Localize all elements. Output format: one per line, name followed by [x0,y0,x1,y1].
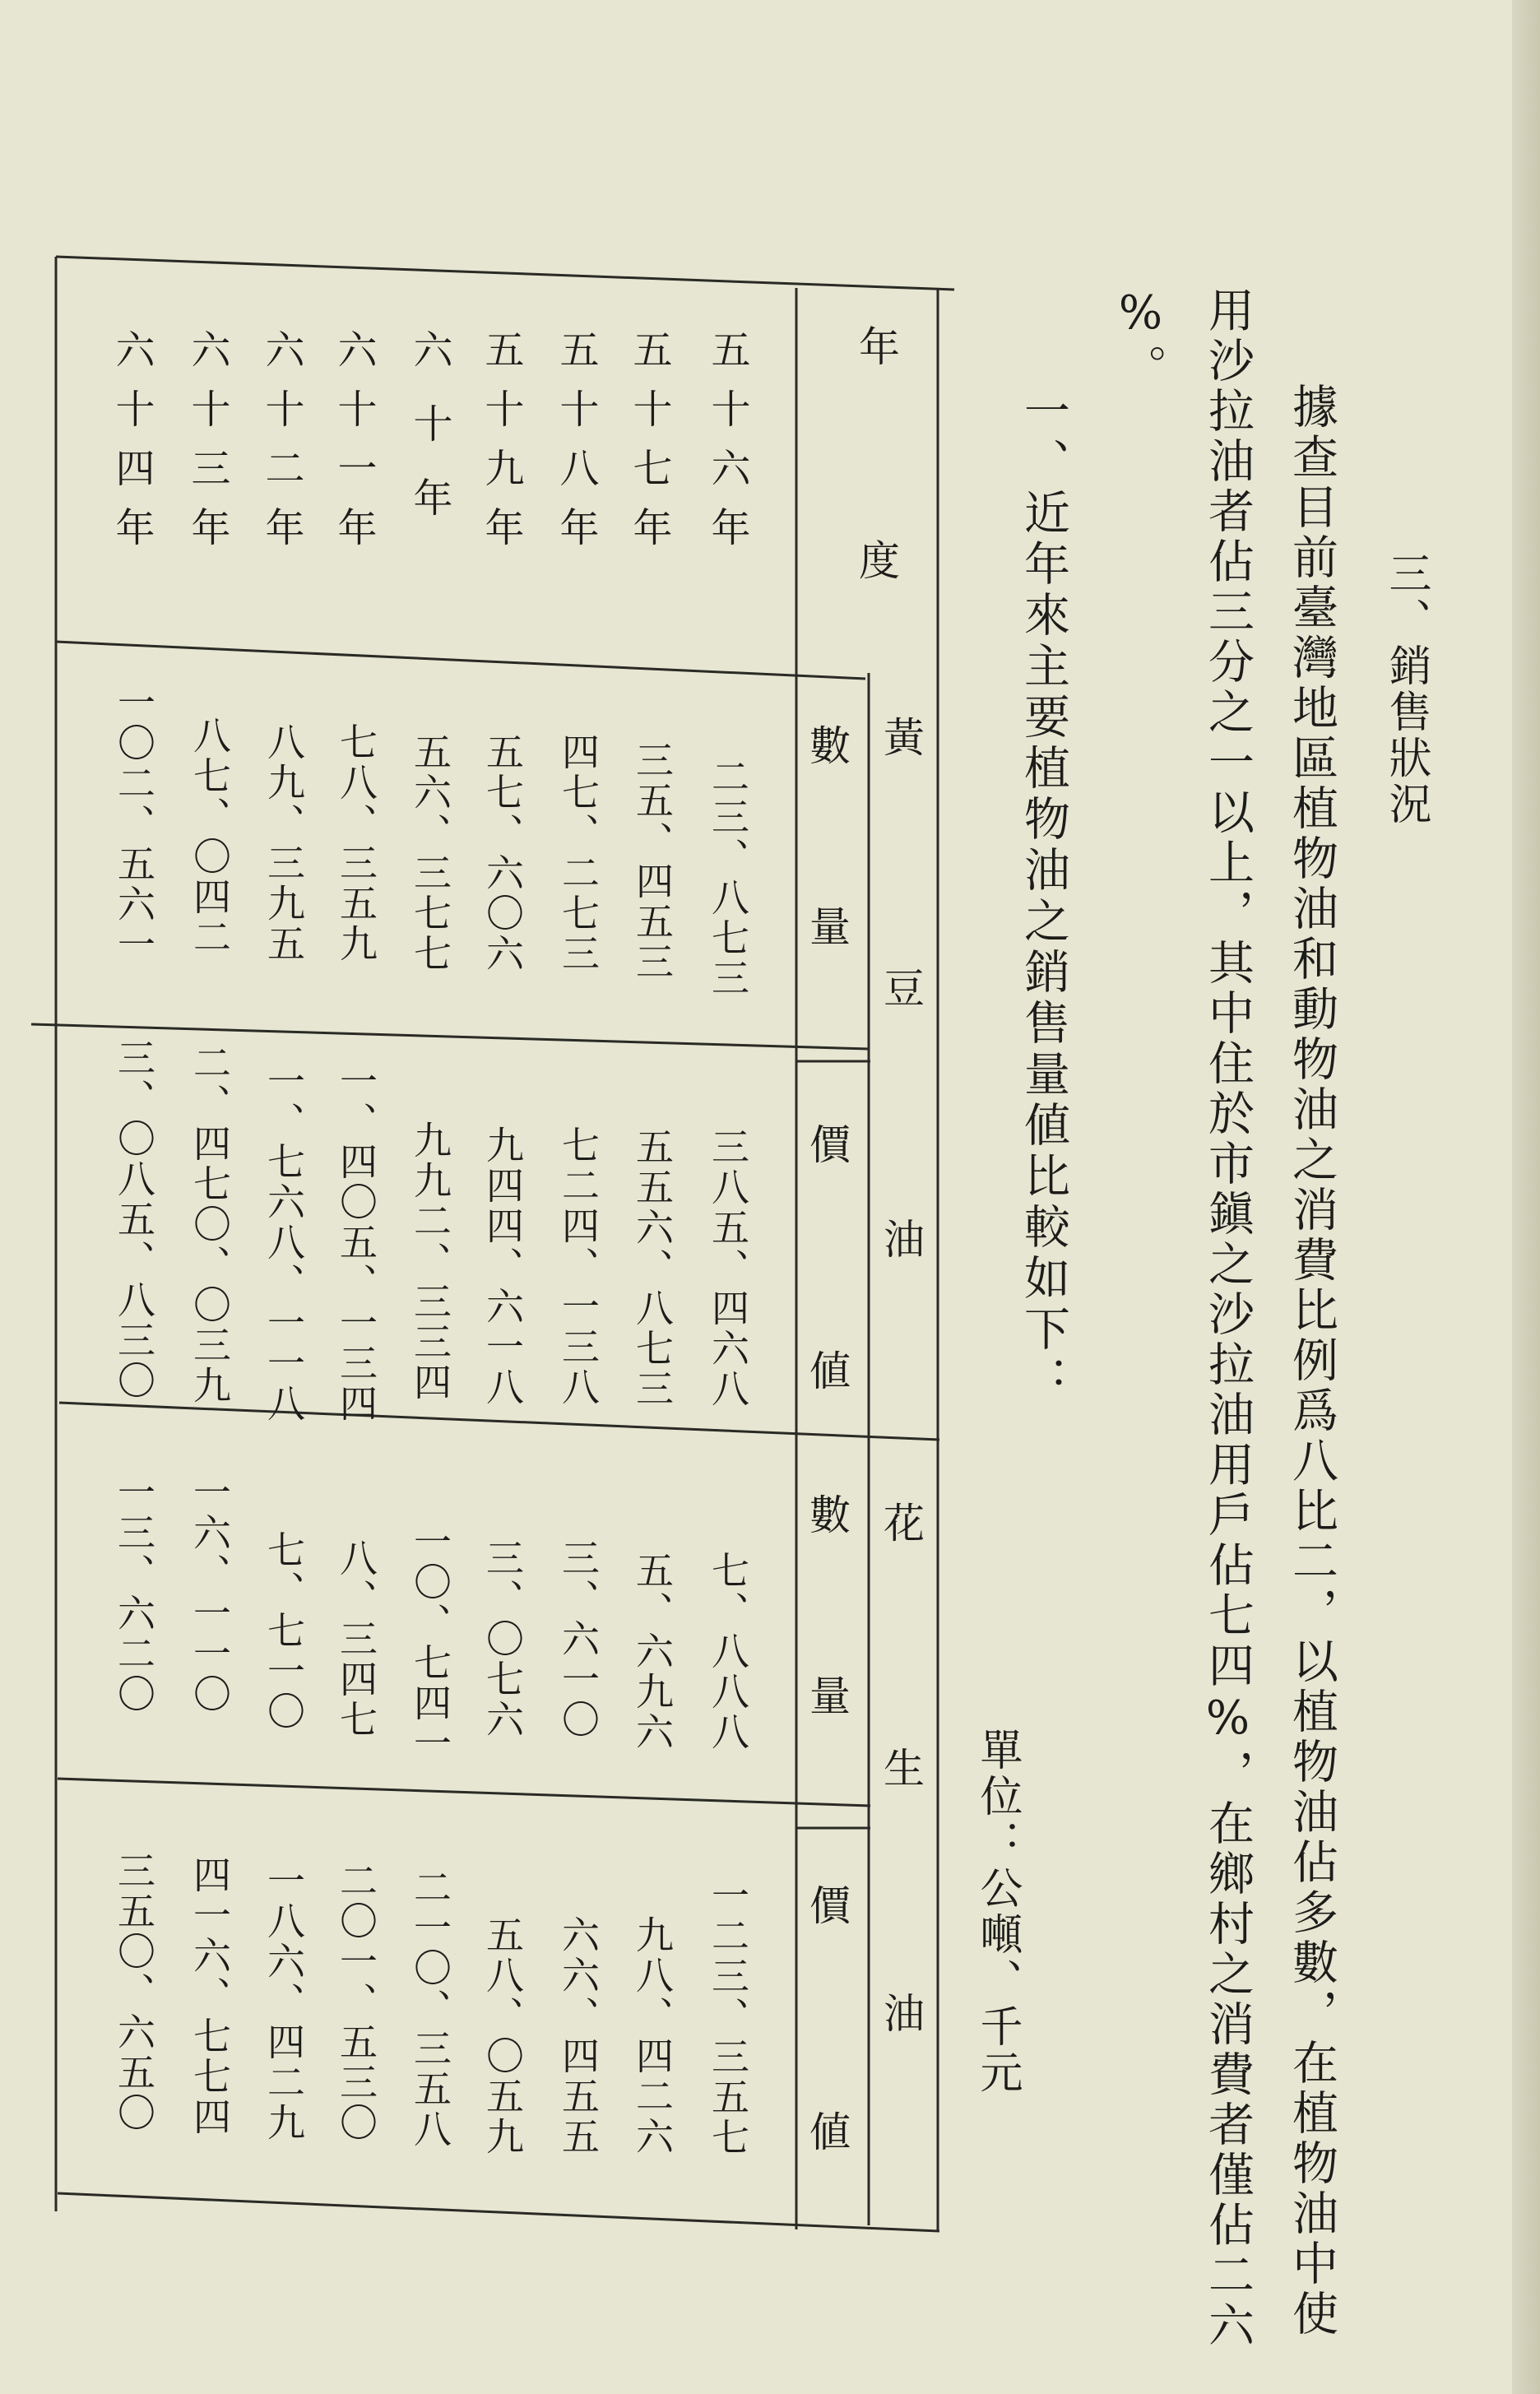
year-cell: 六十四年 [109,329,155,566]
soybean-qty-cell: 八九、三九五 [262,722,306,964]
peanut-qty-cell: 一六、一一〇 [188,1473,232,1714]
subsection-title: 一、近年來主要植物油之銷售量値比較如下： [1017,387,1070,1407]
peanut-qty-cell: 七、八八八 [706,1551,750,1752]
peanut-oil-header: 花生油 [877,1501,925,2237]
soybean-val-cell: 三、〇八五、八三〇 [112,1038,156,1401]
peanut-qty-cell: 一〇、七四一 [408,1522,452,1764]
peanut-qty-cell: 三、六一〇 [556,1538,601,1740]
soybean-val-cell: 九九二、三三四 [408,1120,452,1403]
year-cell: 五十六年 [704,329,750,566]
soybean-val-cell: 七二四、一三八 [556,1125,601,1408]
peanut-val-cell: 五八、〇五九 [480,1915,525,2157]
soybean-val-cell: 二、四七〇、〇三九 [188,1043,232,1406]
peanut-val-header: 價値 [803,1884,851,2336]
soybean-val-header: 價値 [803,1123,851,1575]
soybean-val-cell: 三八五、四六八 [706,1127,750,1409]
peanut-qty-cell: 一三、六二〇 [112,1473,156,1714]
soybean-qty-cell: 一〇二、五六一 [112,683,156,965]
peanut-qty-cell: 五、六九六 [630,1551,675,1752]
soybean-qty-cell: 三五、四五三 [630,740,675,982]
peanut-val-cell: 一八六、四二九 [262,1861,306,2143]
year-cell: 五十七年 [626,329,672,566]
year-cell: 六十一年 [331,329,377,566]
paragraph-line-1: 據查目前臺灣地區植物油和動物油之消費比例爲八比二，以植物油佔多數，在植物油中使 [1285,383,1338,2340]
peanut-val-cell: 二〇一、五三〇 [334,1861,378,2143]
peanut-val-cell: 六六、四五五 [556,1915,601,2157]
section-heading: 三、銷售狀況 [1381,551,1431,828]
soybean-qty-cell: 八七、〇四二 [188,716,232,958]
soybean-qty-cell: 四七、二七三 [556,732,601,974]
year-cell: 六十二年 [258,329,304,566]
peanut-qty-cell: 三、〇七六 [480,1538,525,1740]
year-cell: 六十三年 [184,329,230,566]
soybean-val-cell: 五五六、八七三 [630,1127,675,1409]
unit-note: 單位：公噸、千元 [972,1728,1022,2096]
peanut-val-cell: 四一六、七七四 [188,1855,232,2137]
soybean-oil-header: 黃豆油 [877,716,925,1468]
peanut-val-cell: 九八、四二六 [630,1915,675,2157]
peanut-qty-cell: 七、七一〇 [262,1530,306,1732]
soybean-val-cell: 一、七六八、一一八 [262,1061,306,1424]
year-header: 年度 [852,325,900,753]
soybean-qty-cell: 二三、八七三 [706,757,750,999]
peanut-val-cell: 一二三、三五七 [706,1876,750,2158]
soybean-qty-cell: 七八、三五九 [334,722,378,964]
soybean-qty-cell: 五七、六〇六 [480,732,525,974]
soybean-qty-header: 數量 [803,724,851,1086]
soybean-val-cell: 一、四〇五、一三四 [334,1061,378,1424]
soybean-qty-cell: 五六、三七七 [408,732,452,974]
year-cell: 五十八年 [553,329,599,566]
soybean-val-cell: 九四四、六一八 [480,1125,525,1408]
year-cell: 六十年 [406,329,452,551]
year-cell: 五十九年 [478,329,524,566]
paragraph-line-3: %。 [1114,286,1167,394]
peanut-qty-cell: 八、三四七 [334,1538,378,1740]
peanut-qty-header: 數量 [803,1493,851,1855]
paragraph-line-2: 用沙拉油者佔三分之一以上，其中住於市鎭之沙拉油用戶佔七四%，在鄉村之消費者僅佔二六 [1201,286,1255,2351]
peanut-val-cell: 二一〇、三五八 [408,1867,452,2150]
peanut-val-cell: 三五〇、六五〇 [112,1851,156,2133]
